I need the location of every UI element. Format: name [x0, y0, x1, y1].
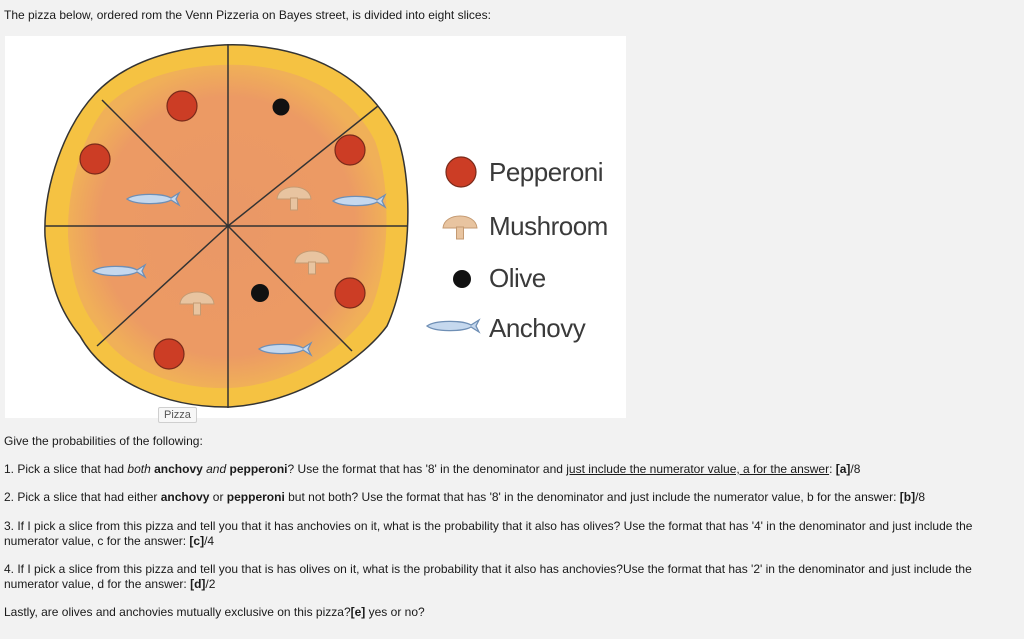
q1-answer-blank-a[interactable]: [a]	[835, 462, 851, 476]
olive-icon	[453, 270, 471, 288]
anchovy-icon	[427, 320, 479, 332]
q1-text-h: just include the numerator value, a for the answer	[566, 462, 830, 476]
q2-text-b: anchovy	[160, 490, 210, 504]
q3-text-c: /4	[204, 534, 215, 548]
legend	[427, 157, 608, 343]
legend-label-mushroom: Mushroom	[489, 211, 608, 241]
q1-text-f: pepperoni	[229, 462, 288, 476]
q2-text-a: 2. Pick a slice that had either	[4, 490, 161, 504]
question-1	[4, 462, 1014, 477]
q1-text-d: and	[206, 462, 227, 476]
q2-text-d: pepperoni	[226, 490, 285, 504]
q1-text-g: ? Use the format that has '8' in the denominator and	[287, 462, 567, 476]
q4-text-c: /2	[205, 577, 216, 591]
q3-answer-blank-c[interactable]: [c]	[189, 534, 205, 548]
pepperoni-icon	[446, 157, 476, 187]
intro-text: The pizza below, ordered rom the Venn Pizzeria on Bayes street, is divided into eight slices:	[4, 8, 491, 22]
question-2	[4, 490, 1014, 505]
q4-answer-blank-d[interactable]: [d]	[190, 577, 206, 591]
prompt-text: Give the probabilities of the following:	[4, 434, 203, 448]
question-4	[4, 562, 1014, 592]
mushroom-icon	[443, 216, 477, 239]
question-5	[4, 605, 1014, 620]
q1-text-k: /8	[850, 462, 861, 476]
q2-text-e: but not both? Use the format that has '8' in the denominator and just include the numerator value, b for the answer:	[284, 490, 900, 504]
q1-text-c: anchovy	[150, 462, 207, 476]
legend-label-anchovy: Anchovy	[489, 313, 586, 343]
q2-text-c: or	[209, 490, 227, 504]
q2-answer-blank-b[interactable]: [b]	[899, 490, 916, 504]
q4-text-a: 4. If I pick a slice from this pizza and tell you that is has olives on it, what is the probability that it also has anchovies?Use the format that has '2' in the denominator and just include the numerator value, d for the answer:	[4, 562, 972, 591]
q1-text-a: 1. Pick a slice that had	[4, 462, 128, 476]
q3-text-a: 3. If I pick a slice from this pizza and tell you that it has anchovies on it, what is the probability that it also has olives? Use the format that has '4' in the denominator and just include the numerator value, c for the answer:	[4, 519, 973, 548]
q5-text-a: Lastly, are olives and anchovies mutually exclusive on this pizza?	[4, 605, 351, 619]
q1-text-i: :	[829, 462, 836, 476]
question-3	[4, 519, 1014, 549]
q5-answer-blank-e[interactable]: [e]	[350, 605, 366, 619]
q5-text-c: yes or no?	[365, 605, 425, 619]
pizza-diagram	[5, 36, 626, 418]
legend-label-pepperoni: Pepperoni	[489, 157, 604, 187]
pizza-figure	[5, 36, 626, 418]
q1-text-b: both	[127, 462, 151, 476]
legend-label-olive: Olive	[489, 263, 546, 293]
q2-text-g: /8	[915, 490, 926, 504]
figure-caption: Pizza	[158, 407, 197, 423]
